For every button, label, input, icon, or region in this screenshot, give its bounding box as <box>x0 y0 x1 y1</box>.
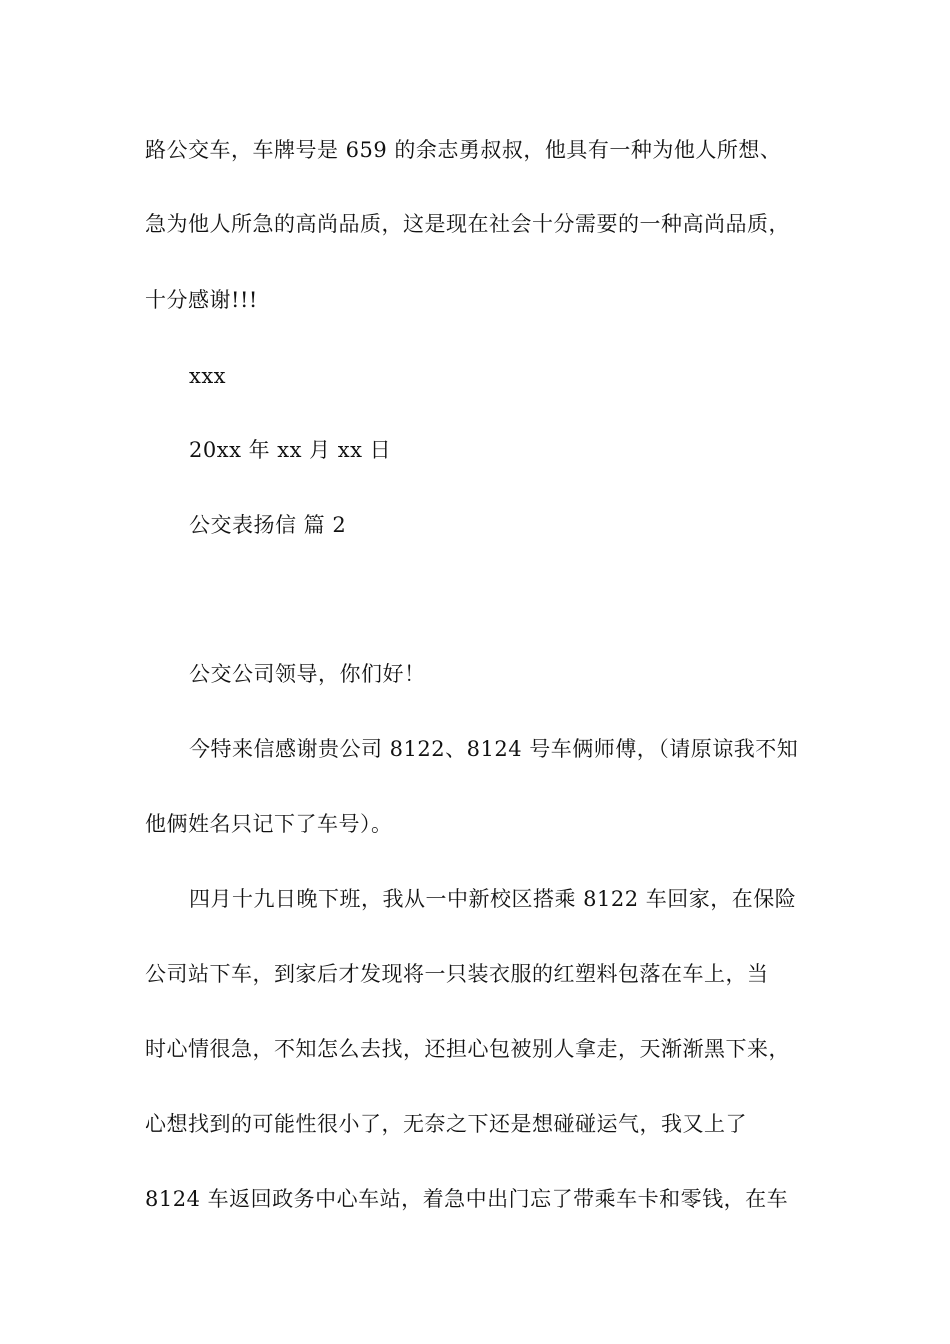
signature-name: xxx <box>189 364 227 388</box>
paragraph-line: 时心情很急，不知怎么去找，还担心包被别人拿走，天渐渐黑下来， <box>145 1037 790 1061</box>
paragraph-line: 他俩姓名只记下了车号）。 <box>145 812 393 836</box>
section-title: 公交表扬信 篇 2 <box>189 513 347 537</box>
paragraph-line: 8124 车返回政务中心车站，着急中出门忘了带乘车卡和零钱，在车 <box>145 1187 789 1211</box>
signature-date: 20xx 年 xx 月 xx 日 <box>189 438 392 462</box>
paragraph-line: 今特来信感谢贵公司 8122、8124 号车俩师傅，（请原谅我不知 <box>189 737 799 761</box>
paragraph-line: 急为他人所急的高尚品质，这是现在社会十分需要的一种高尚品质， <box>145 212 790 236</box>
paragraph-line: 公司站下车，到家后才发现将一只装衣服的红塑料包落在车上，当 <box>145 962 769 986</box>
paragraph-line: 路公交车，车牌号是 659 的余志勇叔叔，他具有一种为他人所想、 <box>145 138 782 162</box>
paragraph-line: 四月十九日晚下班，我从一中新校区搭乘 8122 车回家，在保险 <box>189 887 797 911</box>
salutation: 公交公司领导，你们好！ <box>189 662 426 686</box>
paragraph-line: 心想找到的可能性很小了，无奈之下还是想碰碰运气，我又上了 <box>145 1112 747 1136</box>
paragraph-line: 十分感谢!!! <box>145 288 258 312</box>
